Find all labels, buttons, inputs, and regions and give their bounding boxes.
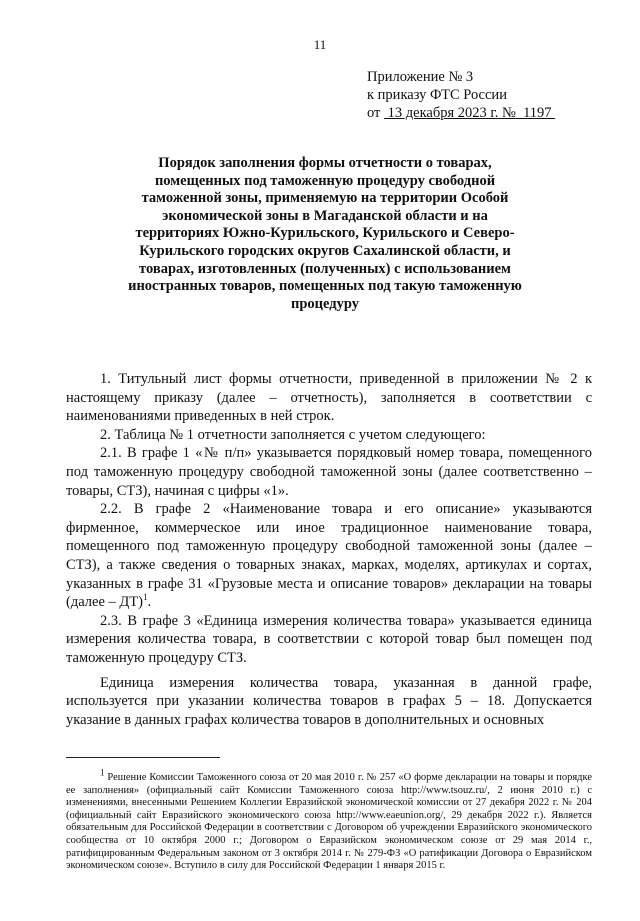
paragraph-2-3: 2.3. В графе 3 «Единица измерения количества товара» указывается единица измерения количества товара, в соответствии с которой товар был помещен под таможенную процедуру СТЗ. — [66, 612, 592, 666]
appendix-line-2: к приказу ФТС России — [367, 87, 507, 103]
footnote — [66, 767, 592, 873]
footnote-ref[interactable]: 1 — [142, 592, 148, 603]
footnote-mark: 1 — [100, 767, 105, 778]
document-title: Порядок заполнения формы отчетности о товарах, помещенных под таможенную процедуру свободной таможенной зоны, применяемую на территории Особой экономической зоны в Магаданской области и на территориях Южно-Курильского, Курильского и Северо-Курильского городских округов Сахалинской области, и товарах, изготовленных (полученных) с использованием иностранных товаров, помещенных под такую таможенную процедуру — [128, 155, 522, 312]
paragraph-2-2: 2.2. В графе 2 «Наименование товара и его описание» указываются фирменное, коммерческое или иное традиционное наименование товара, помещенного под таможенную процедуру свободной таможенной зоны (далее – СТЗ), а также сведения о товарных знаках, марках, моделях, артикулах и сортах, указанных в графе 31 «Грузовые места и описание товаров» декларации на товары (далее – ДТ)$^1$. — [66, 501, 592, 611]
appendix-number-prefix: № — [501, 105, 516, 121]
appendix-date: 13 декабря 2023 г. — [387, 105, 499, 121]
appendix-date-prefix: от — [367, 105, 385, 121]
appendix-number: 1197 — [523, 105, 552, 121]
page-number: 11 — [313, 37, 327, 52]
document-body — [66, 370, 592, 729]
paragraph-unit: Единица измерения количества товара, указанная в данной графе, используется при указании количества товаров в графах 5 – 18. Допускается указание в данных графах количества товаров в дополнительных и основных — [66, 674, 592, 728]
paragraph-2-1: 2.1. В графе 1 «№ п/п» указывается порядковый номер товара, помещенного под таможенную процедуру свободной таможенной зоны (далее соответственно – товары, СТЗ), начиная с цифры «1». — [66, 445, 592, 499]
footnote-separator — [66, 757, 220, 758]
paragraph-2: 2. Таблица № 1 отчетности заполняется с учетом следующего: — [100, 426, 486, 443]
footnote-text: Решение Комиссии Таможенного союза от 20 мая 2010 г. № 257 «О форме декларации на товары и порядке ее заполнения» (официальный сайт Комиссии Таможенного союза http://www.tsouz.ru/, 2 июня 2010 г.) с изменениями, внесенными Решением Коллегии Евразийской экономической комиссии от 27 декабря 2022 г. № 204 (официальный сайт Евразийского экономического союза http://www.eaeunion.org/, 29 декабря 2022 г.). Является обязательным для Российской Федерации в соответствии с Договором об учреждении Евразийского экономического сообщества от 10 октября 2000 г.; Договором о Евразийском экономическом союзе от 29 мая 2014 г., ратифицированным Федеральным законом от 3 октября 2014 г. № 279-ФЗ «О ратификации Договора о Евразийском экономическом союзе». Вступило в силу для Российской Федерации 1 января 2015 г. — [66, 772, 592, 872]
appendix-line-1: Приложение № 3 — [367, 69, 474, 85]
paragraph-1: 1. Титульный лист формы отчетности, приведенной в приложении № 2 к настоящему приказу (далее – отчетность), заполняется в соответствии с наименованиями приведенных в ней строк. — [66, 371, 592, 425]
appendix-line-3 — [367, 104, 555, 122]
appendix-header — [367, 68, 555, 122]
